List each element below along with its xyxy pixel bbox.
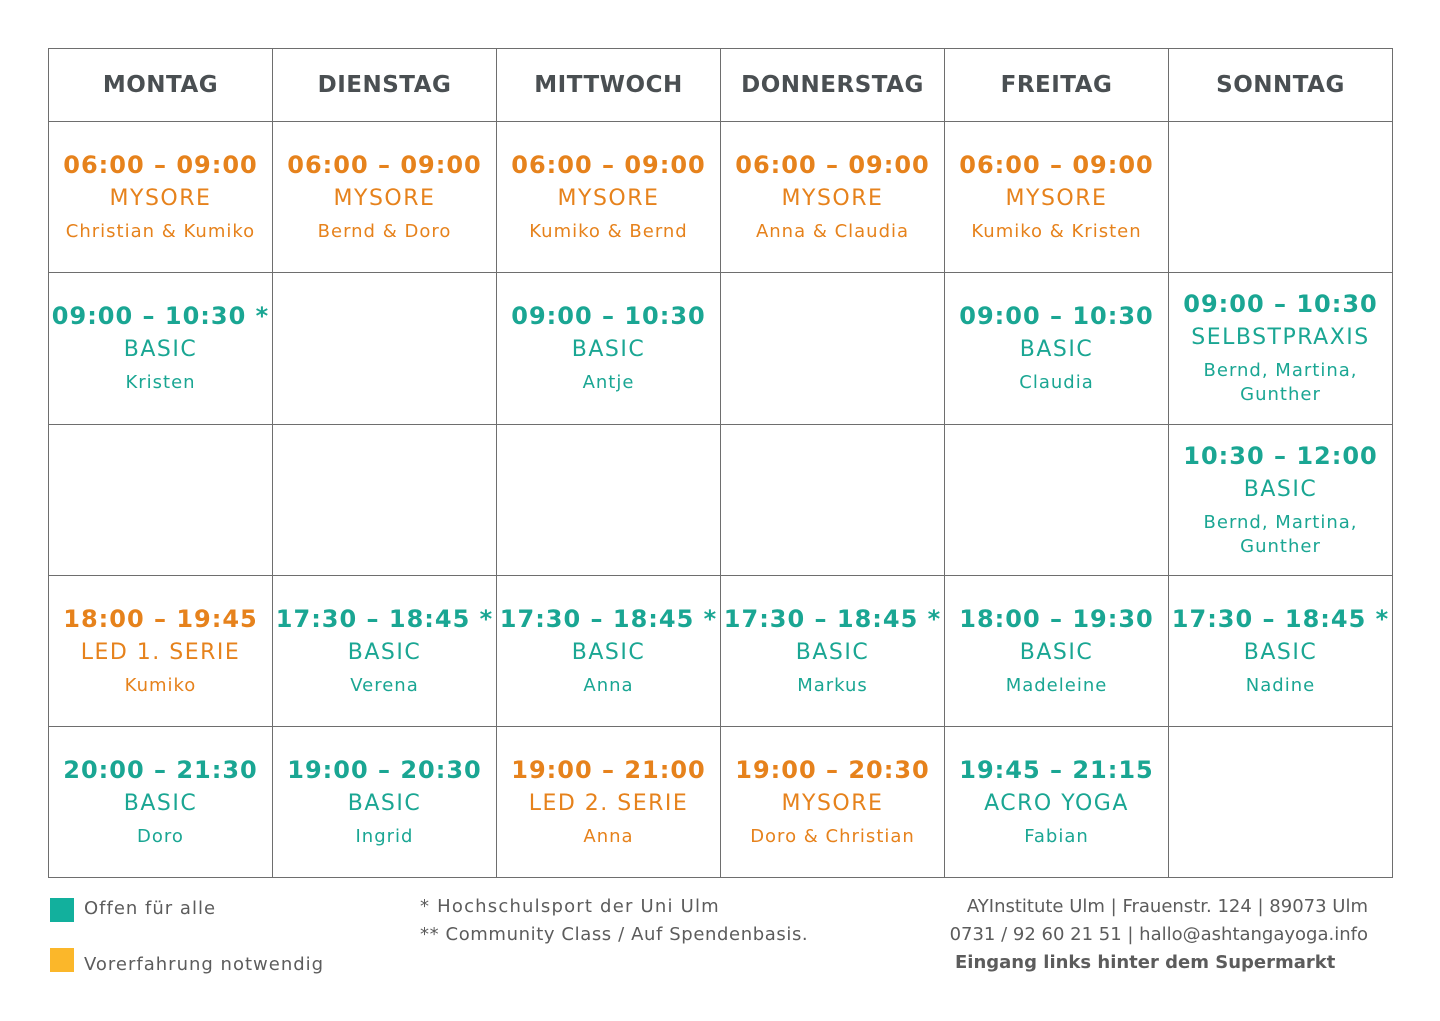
contact-address: AYInstitute Ulm | Frauenstr. 124 | 89073 Ulm — [966, 896, 1368, 917]
empty-cell — [721, 424, 945, 576]
class-teacher: Bernd, Martina, Gunther — [1203, 512, 1358, 557]
class-teacher: Bernd & Doro — [317, 220, 452, 242]
class-time: 20:00 – 21:30 — [63, 756, 258, 785]
class-cell — [945, 272, 1169, 424]
class-teacher: Claudia — [1019, 372, 1094, 394]
schedule-row — [49, 122, 1393, 273]
class-teacher: Verena — [350, 675, 419, 697]
class-time: 17:30 – 18:45 * — [1171, 605, 1390, 634]
class-teacher: Kumiko — [124, 675, 197, 697]
class-cell — [721, 727, 945, 878]
class-name: MYSORE — [333, 185, 436, 211]
class-name: BASIC — [1243, 640, 1318, 666]
class-time: 10:30 – 12:00 — [1183, 442, 1378, 470]
class-cell — [1169, 424, 1393, 576]
class-cell — [497, 272, 721, 424]
class-name: BASIC — [347, 791, 422, 817]
legend-open-swatch — [50, 898, 74, 922]
class-teacher: Kristen — [125, 372, 196, 394]
class-time: 19:00 – 20:30 — [287, 756, 482, 785]
class-time: 09:00 – 10:30 — [511, 302, 706, 331]
class-name: ACRO YOGA — [984, 791, 1129, 817]
class-teacher: Doro & Christian — [750, 826, 915, 848]
class-cell — [945, 122, 1169, 273]
class-teacher: Bernd, Martina, Gunther — [1203, 360, 1358, 406]
class-time: 17:30 – 18:45 * — [723, 605, 942, 634]
legend-exp-label: Vorerfahrung notwendig — [84, 954, 325, 975]
class-name: LED 1. SERIE — [80, 640, 241, 666]
class-name: MYSORE — [781, 185, 884, 211]
class-name: BASIC — [1019, 640, 1094, 666]
contact-phone-email: 0731 / 92 60 21 51 | hallo@ashtangayoga.info — [949, 924, 1368, 945]
class-name: BASIC — [571, 640, 646, 666]
empty-cell — [49, 424, 273, 576]
class-cell — [273, 576, 497, 727]
class-teacher: Kumiko & Kristen — [971, 220, 1142, 242]
empty-cell — [721, 272, 945, 424]
class-time: 06:00 – 09:00 — [959, 150, 1154, 179]
schedule-table — [48, 48, 1393, 878]
day-header: DONNERSTAG — [721, 49, 945, 122]
day-header: MONTAG — [49, 49, 273, 122]
empty-cell — [945, 424, 1169, 576]
class-name: BASIC — [1243, 477, 1318, 502]
class-cell — [1169, 576, 1393, 727]
class-teacher: Markus — [797, 675, 868, 697]
class-cell — [945, 727, 1169, 878]
class-time: 17:30 – 18:45 * — [499, 605, 718, 634]
empty-cell — [273, 424, 497, 576]
contact-entrance: Eingang links hinter dem Supermarkt — [955, 952, 1336, 973]
class-name: MYSORE — [781, 791, 884, 817]
class-time: 06:00 – 09:00 — [511, 150, 706, 179]
class-time: 06:00 – 09:00 — [63, 150, 258, 179]
day-header-row — [49, 49, 1393, 122]
class-cell — [721, 122, 945, 273]
class-name: BASIC — [347, 640, 422, 666]
class-teacher: Anna — [583, 826, 634, 848]
class-cell — [49, 576, 273, 727]
class-time: 18:00 – 19:30 — [959, 605, 1154, 634]
class-cell — [497, 727, 721, 878]
class-time: 09:00 – 10:30 — [1183, 290, 1378, 319]
legend-open-label: Offen für alle — [84, 898, 217, 919]
class-cell — [497, 122, 721, 273]
class-teacher: Anna — [583, 675, 634, 697]
class-name: SELBSTPRAXIS — [1191, 325, 1370, 351]
legend-exp-swatch — [50, 948, 74, 972]
empty-cell — [1169, 727, 1393, 878]
class-teacher: Antje — [582, 372, 635, 394]
class-name: BASIC — [123, 337, 198, 363]
class-cell — [497, 576, 721, 727]
class-cell — [945, 576, 1169, 727]
day-header: FREITAG — [945, 49, 1169, 122]
class-teacher: Christian & Kumiko — [65, 220, 256, 242]
class-teacher: Ingrid — [355, 826, 414, 848]
empty-cell — [273, 272, 497, 424]
class-cell — [1169, 272, 1393, 424]
schedule-row — [49, 424, 1393, 576]
class-time: 09:00 – 10:30 * — [51, 302, 270, 331]
class-time: 06:00 – 09:00 — [735, 150, 930, 179]
class-teacher: Doro — [137, 826, 184, 848]
class-teacher: Nadine — [1245, 675, 1316, 697]
class-name: MYSORE — [557, 185, 660, 211]
schedule-row — [49, 272, 1393, 424]
schedule-row — [49, 576, 1393, 727]
class-cell — [49, 122, 273, 273]
empty-cell — [497, 424, 721, 576]
class-cell — [273, 122, 497, 273]
class-teacher: Anna & Claudia — [755, 220, 910, 242]
class-cell — [49, 272, 273, 424]
day-header: MITTWOCH — [497, 49, 721, 122]
empty-cell — [1169, 122, 1393, 273]
class-name: BASIC — [571, 337, 646, 363]
day-header: DIENSTAG — [273, 49, 497, 122]
class-cell — [273, 727, 497, 878]
schedule-row — [49, 727, 1393, 878]
class-name: BASIC — [123, 791, 198, 817]
note-community-class: ** Community Class / Auf Spendenbasis. — [420, 924, 809, 945]
class-name: LED 2. SERIE — [528, 791, 689, 817]
class-name: MYSORE — [1005, 185, 1108, 211]
class-time: 06:00 – 09:00 — [287, 150, 482, 179]
class-name: BASIC — [1019, 337, 1094, 363]
day-header: SONNTAG — [1169, 49, 1393, 122]
class-teacher: Fabian — [1024, 826, 1089, 848]
class-name: MYSORE — [109, 185, 212, 211]
note-hochschulsport: * Hochschulsport der Uni Ulm — [420, 896, 720, 917]
class-cell — [49, 727, 273, 878]
class-time: 17:30 – 18:45 * — [275, 605, 494, 634]
class-teacher: Kumiko & Bernd — [529, 220, 688, 242]
class-time: 09:00 – 10:30 — [959, 302, 1154, 331]
class-name: BASIC — [795, 640, 870, 666]
class-time: 19:45 – 21:15 — [959, 756, 1154, 785]
class-time: 18:00 – 19:45 — [63, 605, 258, 634]
class-teacher: Madeleine — [1005, 675, 1108, 697]
class-time: 19:00 – 20:30 — [735, 756, 930, 785]
class-cell — [721, 576, 945, 727]
class-time: 19:00 – 21:00 — [511, 756, 706, 785]
